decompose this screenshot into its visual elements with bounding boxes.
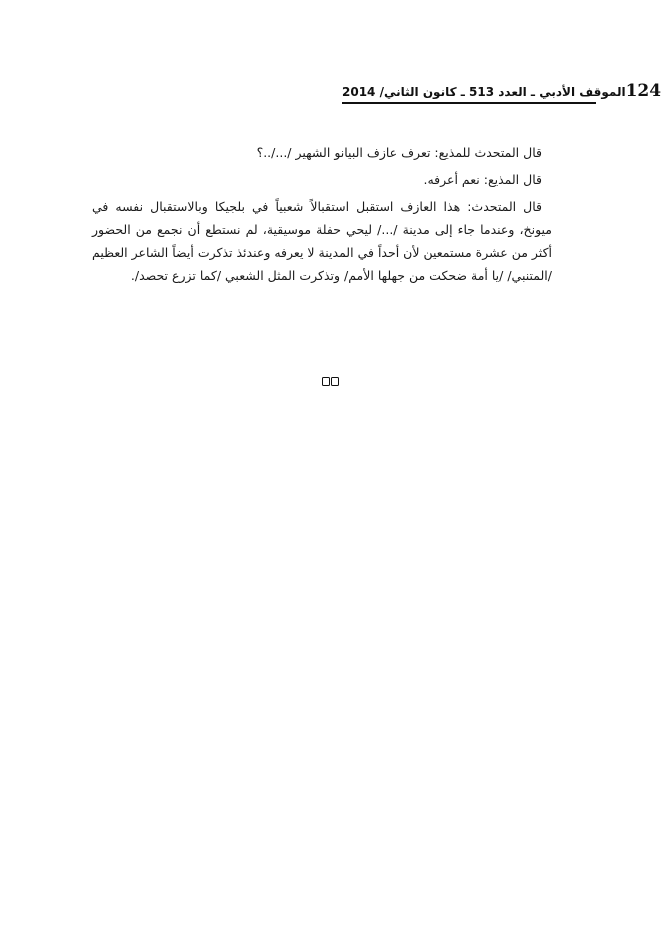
header-rule <box>342 102 596 104</box>
page-number: 124 <box>625 81 661 101</box>
running-header <box>342 76 661 102</box>
paragraph-1: قال المتحدث للمذيع: تعرف عازف البيانو الشهير /.../..؟ <box>256 145 542 160</box>
end-of-article-mark <box>322 377 339 387</box>
end-mark-box-icon <box>322 377 330 386</box>
end-mark-box-icon <box>331 377 339 386</box>
paragraph-3: قال المتحدث: هذا العازف استقبل استقبالاً شعبياً في بلجيكا وبالاستقبال نفسه في ميونخ، وعندما جاء إلى مدينة /.../ ليحي حفلة موسيقية، لم نستطع أن نجمع من الحضور أكثر من عشرة مستمعين لأن أحداً في المدينة لا يعرفه وعندئذ تذكرت أيضاً الشاعر العظيم /المتنبي/ /يا أمة ضحكت من جهلها الأمم/ وتذكرت المثل الشعبي /كما تزرع تحصد/. <box>92 199 552 283</box>
header-title: الموقف الأدبي ـ العدد 513 ـ كانون الثاني/ 2014 <box>342 85 626 99</box>
paragraph-2: قال المذيع: نعم أعرفه. <box>423 172 542 187</box>
article-body <box>92 141 552 291</box>
